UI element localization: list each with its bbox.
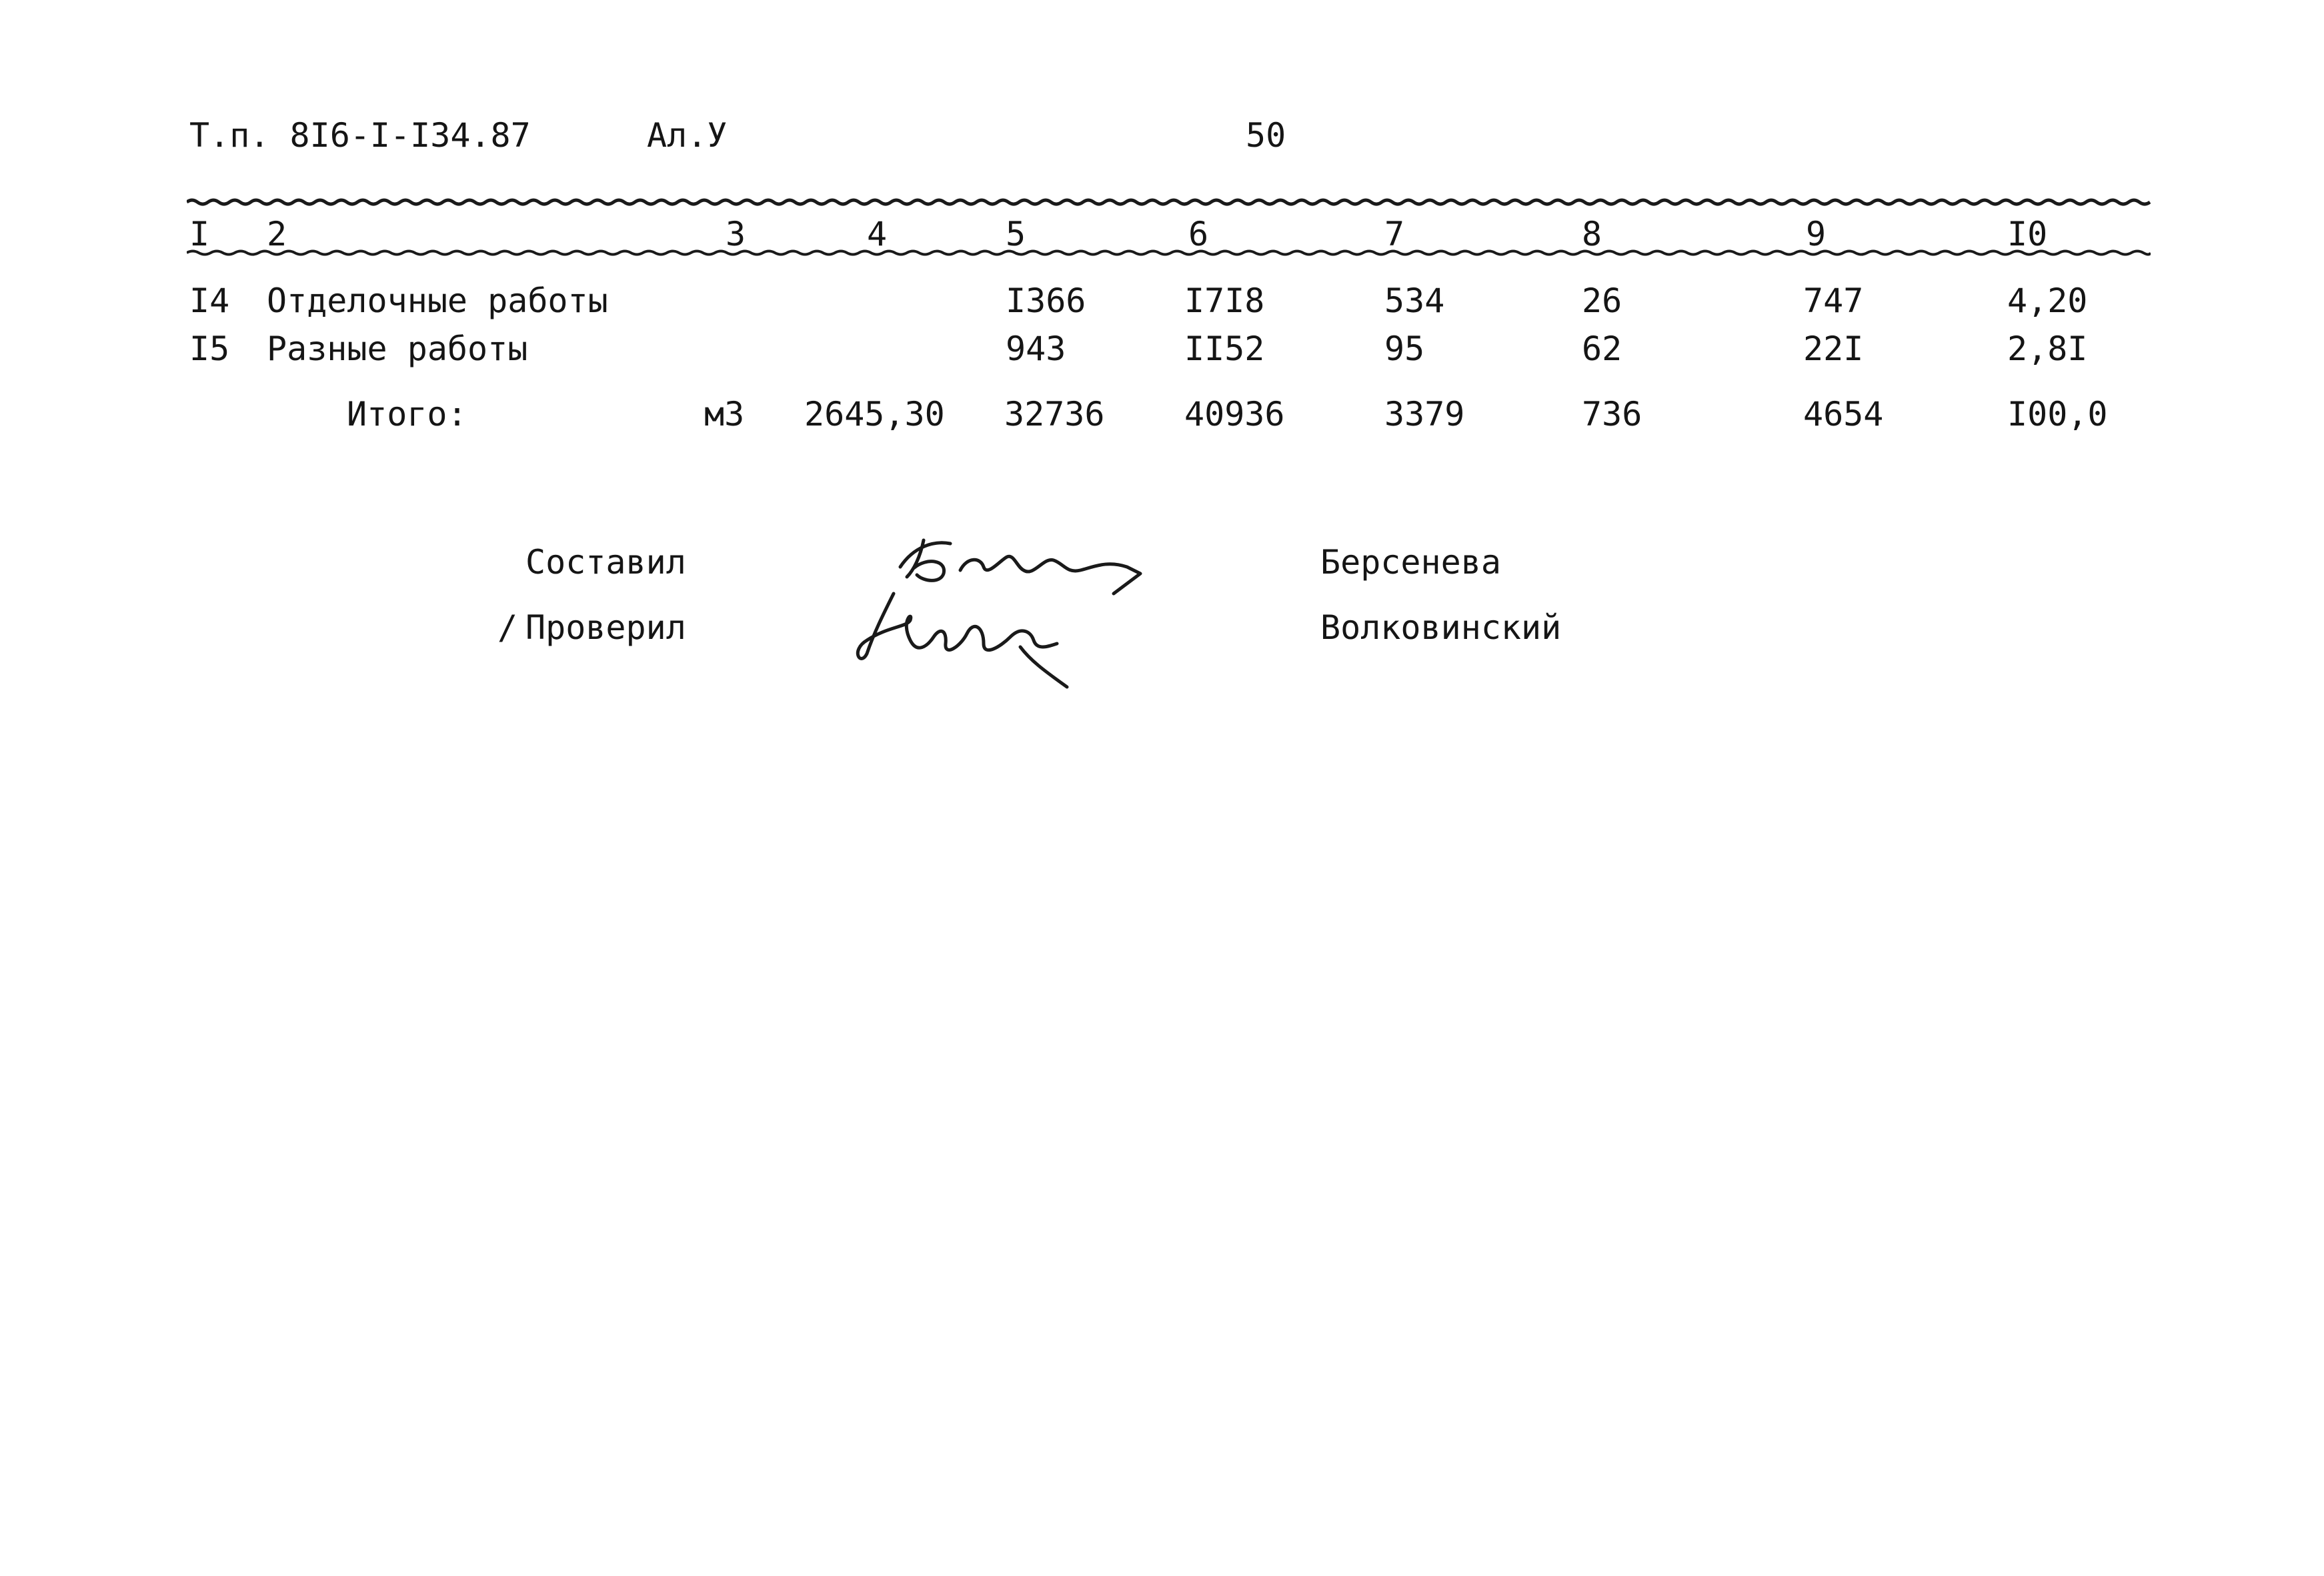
col-num-1: I	[189, 215, 210, 253]
compiled-label: Составил	[525, 543, 686, 582]
row-15-c5: 943	[1006, 329, 1066, 368]
compiled-name: Берсенева	[1320, 543, 1501, 582]
row-14-num: I4	[189, 281, 230, 320]
row-15-c9: 22I	[1803, 329, 1864, 368]
checked-signature	[847, 580, 1114, 694]
row-15-num: I5	[189, 329, 230, 368]
checked-mark: /	[497, 608, 518, 647]
row-15-name: Разные работы	[267, 329, 528, 368]
album-label: Ал.У	[647, 116, 728, 155]
col-num-6: 6	[1188, 215, 1209, 253]
col-num-3: 3	[726, 215, 746, 253]
table-top-rule	[187, 197, 2151, 207]
checked-label: Проверил	[525, 608, 686, 647]
total-label: Итого:	[347, 395, 467, 434]
total-c9: 4654	[1803, 395, 1884, 434]
row-15-c8: 62	[1582, 329, 1622, 368]
col-num-2: 2	[267, 215, 287, 253]
row-14-c9: 747	[1803, 281, 1864, 320]
col-num-8: 8	[1582, 215, 1602, 253]
row-15-c7: 95	[1384, 329, 1425, 368]
col-num-7: 7	[1384, 215, 1405, 253]
col-num-10: I0	[2007, 215, 2048, 253]
total-c10: I00,0	[2007, 395, 2108, 434]
row-14-c7: 534	[1384, 281, 1445, 320]
row-14-name: Отделочные работы	[267, 281, 608, 320]
total-c5: 32736	[1004, 395, 1105, 434]
total-unit: м3	[704, 395, 745, 434]
total-c4: 2645,30	[804, 395, 945, 434]
row-14-c10: 4,20	[2007, 281, 2088, 320]
row-14-c8: 26	[1582, 281, 1622, 320]
row-14-c5: I366	[1006, 281, 1086, 320]
page-number: 50	[1246, 116, 1286, 155]
col-num-9: 9	[1806, 215, 1827, 253]
table-header-rule	[187, 248, 2151, 257]
doc-code: Т.п. 8I6-I-I34.87	[189, 116, 531, 155]
total-c7: 3379	[1384, 395, 1465, 434]
row-14-c6: I7I8	[1184, 281, 1265, 320]
row-15-c10: 2,8I	[2007, 329, 2088, 368]
checked-name: Волковинский	[1320, 608, 1562, 647]
total-c6: 40936	[1184, 395, 1285, 434]
col-num-5: 5	[1006, 215, 1026, 253]
row-15-c6: II52	[1184, 329, 1265, 368]
col-num-4: 4	[867, 215, 888, 253]
total-c8: 736	[1582, 395, 1642, 434]
